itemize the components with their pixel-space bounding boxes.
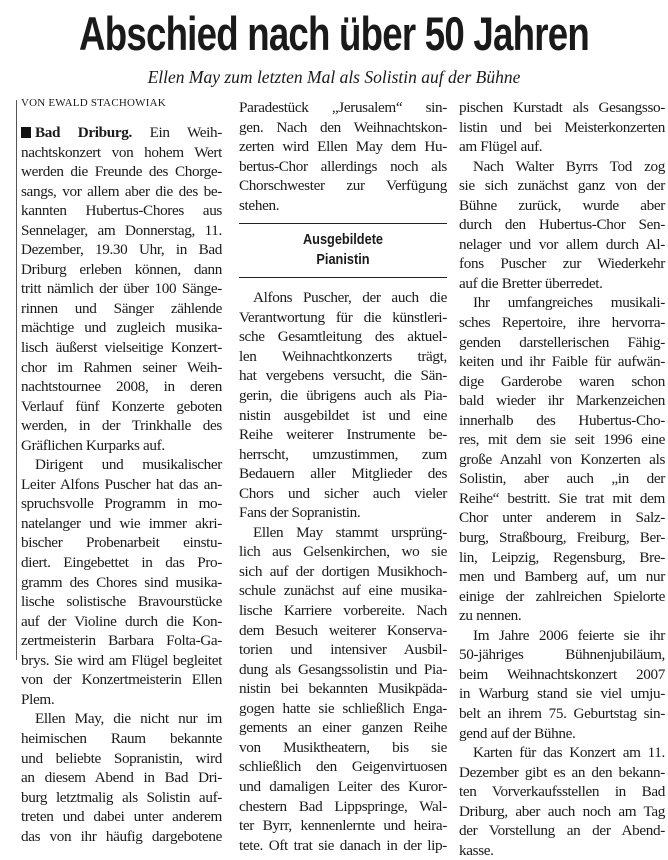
text-line: durch den Hubertus-Chor Sen- [459, 216, 665, 234]
text-line: sches Repertoire, ihre hervorra- [459, 314, 665, 332]
text-line: gend auf der Bühne. [459, 724, 576, 742]
text-line: innerhalb des Hubertus-Cho- [459, 411, 665, 429]
paragraph [459, 293, 665, 625]
text-line: nistin bei bekannten Musikpäda- [239, 680, 447, 698]
text-line: res, mit dem sie seit 1996 eine [459, 431, 665, 449]
text-line: Chorschwester zur Verfügung [239, 177, 447, 195]
text-line: brys. Sie wird am Flügel begleitet [21, 651, 222, 669]
text-line: auf die Bretter überredet. [459, 274, 603, 292]
text-line: Ihr umfangreiches musikali- [473, 294, 665, 312]
text-line: lin, Leipzig, Regensburg, Bre- [459, 548, 665, 566]
text-line: lich aus Gelsenkirchen, wo sie [239, 543, 447, 561]
text-line: Paradestück „Jerusalem“ sin- [239, 99, 447, 116]
text-line: gerin, die übrigens auch als Pia- [239, 387, 447, 405]
text-line [21, 123, 222, 143]
paragraph [21, 455, 222, 709]
text-line: Verlauf fünf Konzerte geboten [21, 397, 222, 415]
text-line: lisch äußerst vielseitige Konzert- [21, 339, 222, 357]
text-line: sich auf der dortigen Musikhoch- [239, 562, 447, 580]
text-line: Solistin, aber auch „in der [459, 470, 665, 488]
byline: VON EWALD STACHOWIAK [21, 97, 166, 109]
text-line: auf der Violine durch die Kon- [21, 612, 222, 630]
text-line: Leiter Alfons Puscher hat das an- [21, 475, 222, 493]
text-line: nistin ausgebildet ist und eine [239, 406, 447, 424]
text-line: am Flügel auf. [459, 138, 543, 156]
text-line: Driburg, aber auch noch am Tag [459, 802, 665, 820]
text-line: zerten wird Ellen May dem Hu- [239, 138, 447, 156]
text-line: burg letztmalig als Solistin auf- [21, 788, 222, 806]
subheading-line: Pianistin [316, 251, 370, 269]
article-column-2 [239, 98, 447, 855]
text-line: len Weihnachtkonzerts trägt, [239, 347, 447, 365]
text-line: in Warburg stand sie viel umju- [459, 685, 665, 703]
text-line: lische solistische Bravourstücke [21, 593, 222, 611]
text-line: Dezember, 19.30 Uhr, in Bad [21, 241, 222, 259]
text-line: rinnen und Sänger zählende [21, 299, 222, 317]
text-line: kannten Hubertus-Chores aus [21, 202, 222, 220]
text-line: chor im Rahmen seiner Weih- [21, 358, 222, 376]
text-line: belt an ihrem 75. Geburtstag sin- [459, 704, 665, 722]
text-line: schule zunächst auf eine musika- [239, 582, 447, 600]
text-line: tritt nämlich der über 100 Sänge- [21, 280, 222, 298]
text-line: diert. Eingebettet in das Pro- [21, 554, 222, 572]
paragraph [459, 98, 665, 157]
text-line: torien und intensiver Ausbil- [239, 641, 447, 659]
text-line: gramm des Chores sind musika- [21, 573, 222, 591]
headline: Abschied nach über 50 Jahren [79, 7, 589, 60]
text-line: 50-jähriges Bühnenjubiläum, [459, 646, 665, 664]
paragraph [21, 123, 222, 455]
article-column-3 [459, 98, 665, 860]
text-line: hat vergebens versucht, die Sän- [239, 367, 447, 385]
text-line: sangs, vor allem aber die des be- [21, 182, 222, 200]
paragraph [239, 98, 447, 215]
text-line: Gräflichen Kurparks auf. [21, 436, 165, 454]
paragraph [459, 743, 665, 860]
text-line: beim Weihnachtskonzert 2007 [459, 665, 665, 683]
text-line: dem Besuch weiterer Konserva- [239, 621, 447, 639]
text-line: listin und bei Meisterkonzerten [459, 118, 665, 136]
text-line: Im Jahre 2006 feierte sie ihr [473, 626, 665, 644]
text-line: bischer Probenarbeit einstu- [21, 534, 222, 552]
text-line: einige der zahlreichen Spielorte [459, 587, 665, 605]
text-line: werden, in der Trinkhalle des [21, 417, 222, 435]
text-line: der Vorstellung an der Abend- [459, 822, 665, 840]
text-line: herrscht, umzustimmen, zum [239, 445, 447, 463]
text-line: bald wieder ihr Markenzeichen [459, 392, 665, 410]
text-line: kasse. [459, 841, 494, 859]
text-line: heimischen Raum bekannte [21, 729, 222, 747]
text-line: werden die Freunde des Chorge- [21, 163, 222, 181]
text-line: Ellen May stammt ursprüng- [253, 523, 447, 541]
text-line: mächtige und zugleich musika- [21, 319, 222, 337]
text-line: das von ihr häufig dargebotene [21, 827, 222, 845]
text-line: große Anzahl von Konzerten als [459, 450, 665, 468]
text-line: keiten und ihr Faible für aufwän- [459, 353, 665, 371]
text-line: sche Gesamtleitung des aktuel- [239, 328, 447, 346]
text-line: von Musiktheatern, bis sie [239, 738, 447, 756]
text-line: zertmeisterin Barbara Folta-Ga- [21, 632, 222, 650]
text-line: gogen hatte sie schließlich Enga- [239, 699, 447, 717]
text-line: Reihe“ bestritt. Sie trat mit dem [459, 489, 665, 507]
text-line: burg, Straßbourg, Freiburg, Ber- [459, 529, 665, 547]
text-line: treten und dabei unter anderem [21, 808, 222, 826]
text-line: men und Bamberg auf, um nur [459, 568, 665, 586]
text-line: stehen. [239, 196, 280, 214]
dateline: Bad Driburg. [35, 124, 132, 141]
text-line: Chors und sicher auch vieler [239, 484, 447, 502]
text-line: ten Vorverkaufsstellen in Bad [459, 783, 665, 801]
text-line: Dezember gibt es an den bekann- [459, 763, 665, 781]
paragraph [459, 157, 665, 294]
text-line: zu nennen. [459, 607, 522, 625]
text-line: Nach Walter Byrrs Tod zog [473, 157, 665, 175]
text-line: gen. Nach den Weihnachtskon- [239, 118, 447, 136]
paragraph [459, 626, 665, 743]
text-line: pischen Kurstadt als Gesangsso- [459, 99, 665, 116]
text-line: ter Byrr, kennenlernte und heira- [239, 817, 447, 835]
text-line: sie sich zunächst ganz von der [459, 177, 665, 195]
text-line: Driburg erleben können, dann [21, 260, 222, 278]
subheading [239, 223, 447, 278]
text-line: Bedauern aller Mitglieder des [239, 465, 447, 483]
text-line: Chor unter anderem in Salz- [459, 509, 665, 527]
paragraph [239, 288, 447, 523]
text-line: Fans der Sopranistin. [239, 504, 361, 522]
paragraph [21, 709, 222, 846]
text-line: und beliebte Sopranistin, wird [21, 749, 222, 767]
text-line: schließlich den Geigenvirtuosen [239, 758, 447, 776]
text-line: fons Puscher zur Wiederkehr [459, 255, 665, 273]
text-line: und damaligen Leiter des Kuror- [239, 777, 447, 795]
text-line: tete. Oft trat sie danach in der lip- [239, 836, 447, 854]
article-column-1 [21, 95, 222, 846]
text-line: nachtskonzert von hohem Wert [21, 143, 222, 161]
text-line: Karten für das Konzert am 11. [473, 744, 665, 762]
square-bullet-icon [21, 127, 31, 138]
text-line: dige Garderobe waren schon [459, 372, 665, 390]
text-line: natelanger und wie immer akri- [21, 514, 222, 532]
text-line: Sennelager, am Donnerstag, 11. [21, 221, 222, 239]
paragraph [239, 523, 447, 855]
column-rule [16, 100, 17, 660]
text-line: dung als Gesangssolistin und Pia- [239, 660, 447, 678]
text-line: von der Konzertmeisterin Ellen [21, 671, 222, 689]
text-line: spruchsvolle Programm in mo- [21, 495, 222, 513]
text-line: Bühne zurück, wurde aber [459, 196, 665, 214]
subheading-line: Ausgebildete [302, 231, 384, 249]
text-line: nelager und vor allem durch Al- [459, 235, 665, 253]
text-line: Verantwortung für die künstleri- [239, 308, 447, 326]
text-line: Ellen May, die nicht nur im [35, 710, 222, 728]
text-line: chestern Bad Lippspringe, Wal- [239, 797, 447, 815]
text-line: an diesem Abend in Bad Dri- [21, 769, 222, 787]
text-line: Alfons Puscher, der auch die [253, 289, 447, 307]
text-line: gements an einer ganzen Reihe [239, 719, 447, 737]
subtitle: Ellen May zum letzten Mal als Solistin auf der Bühne [147, 67, 521, 87]
text-line-rest: Ein Weih- [131, 124, 222, 141]
text-line: nachtstournee 2008, in deren [21, 378, 222, 396]
text-line: lische Karriere vorbereite. Nach [239, 602, 447, 620]
text-line: Reihe weiterer Instrumente be- [239, 426, 447, 444]
text-line: Dirigent und musikalischer [35, 456, 222, 474]
text-line: genden darstellerischen Fähig- [459, 333, 665, 351]
text-line: Plem. [21, 690, 55, 708]
text-line: bertus-Chor allerdings noch als [239, 157, 447, 175]
